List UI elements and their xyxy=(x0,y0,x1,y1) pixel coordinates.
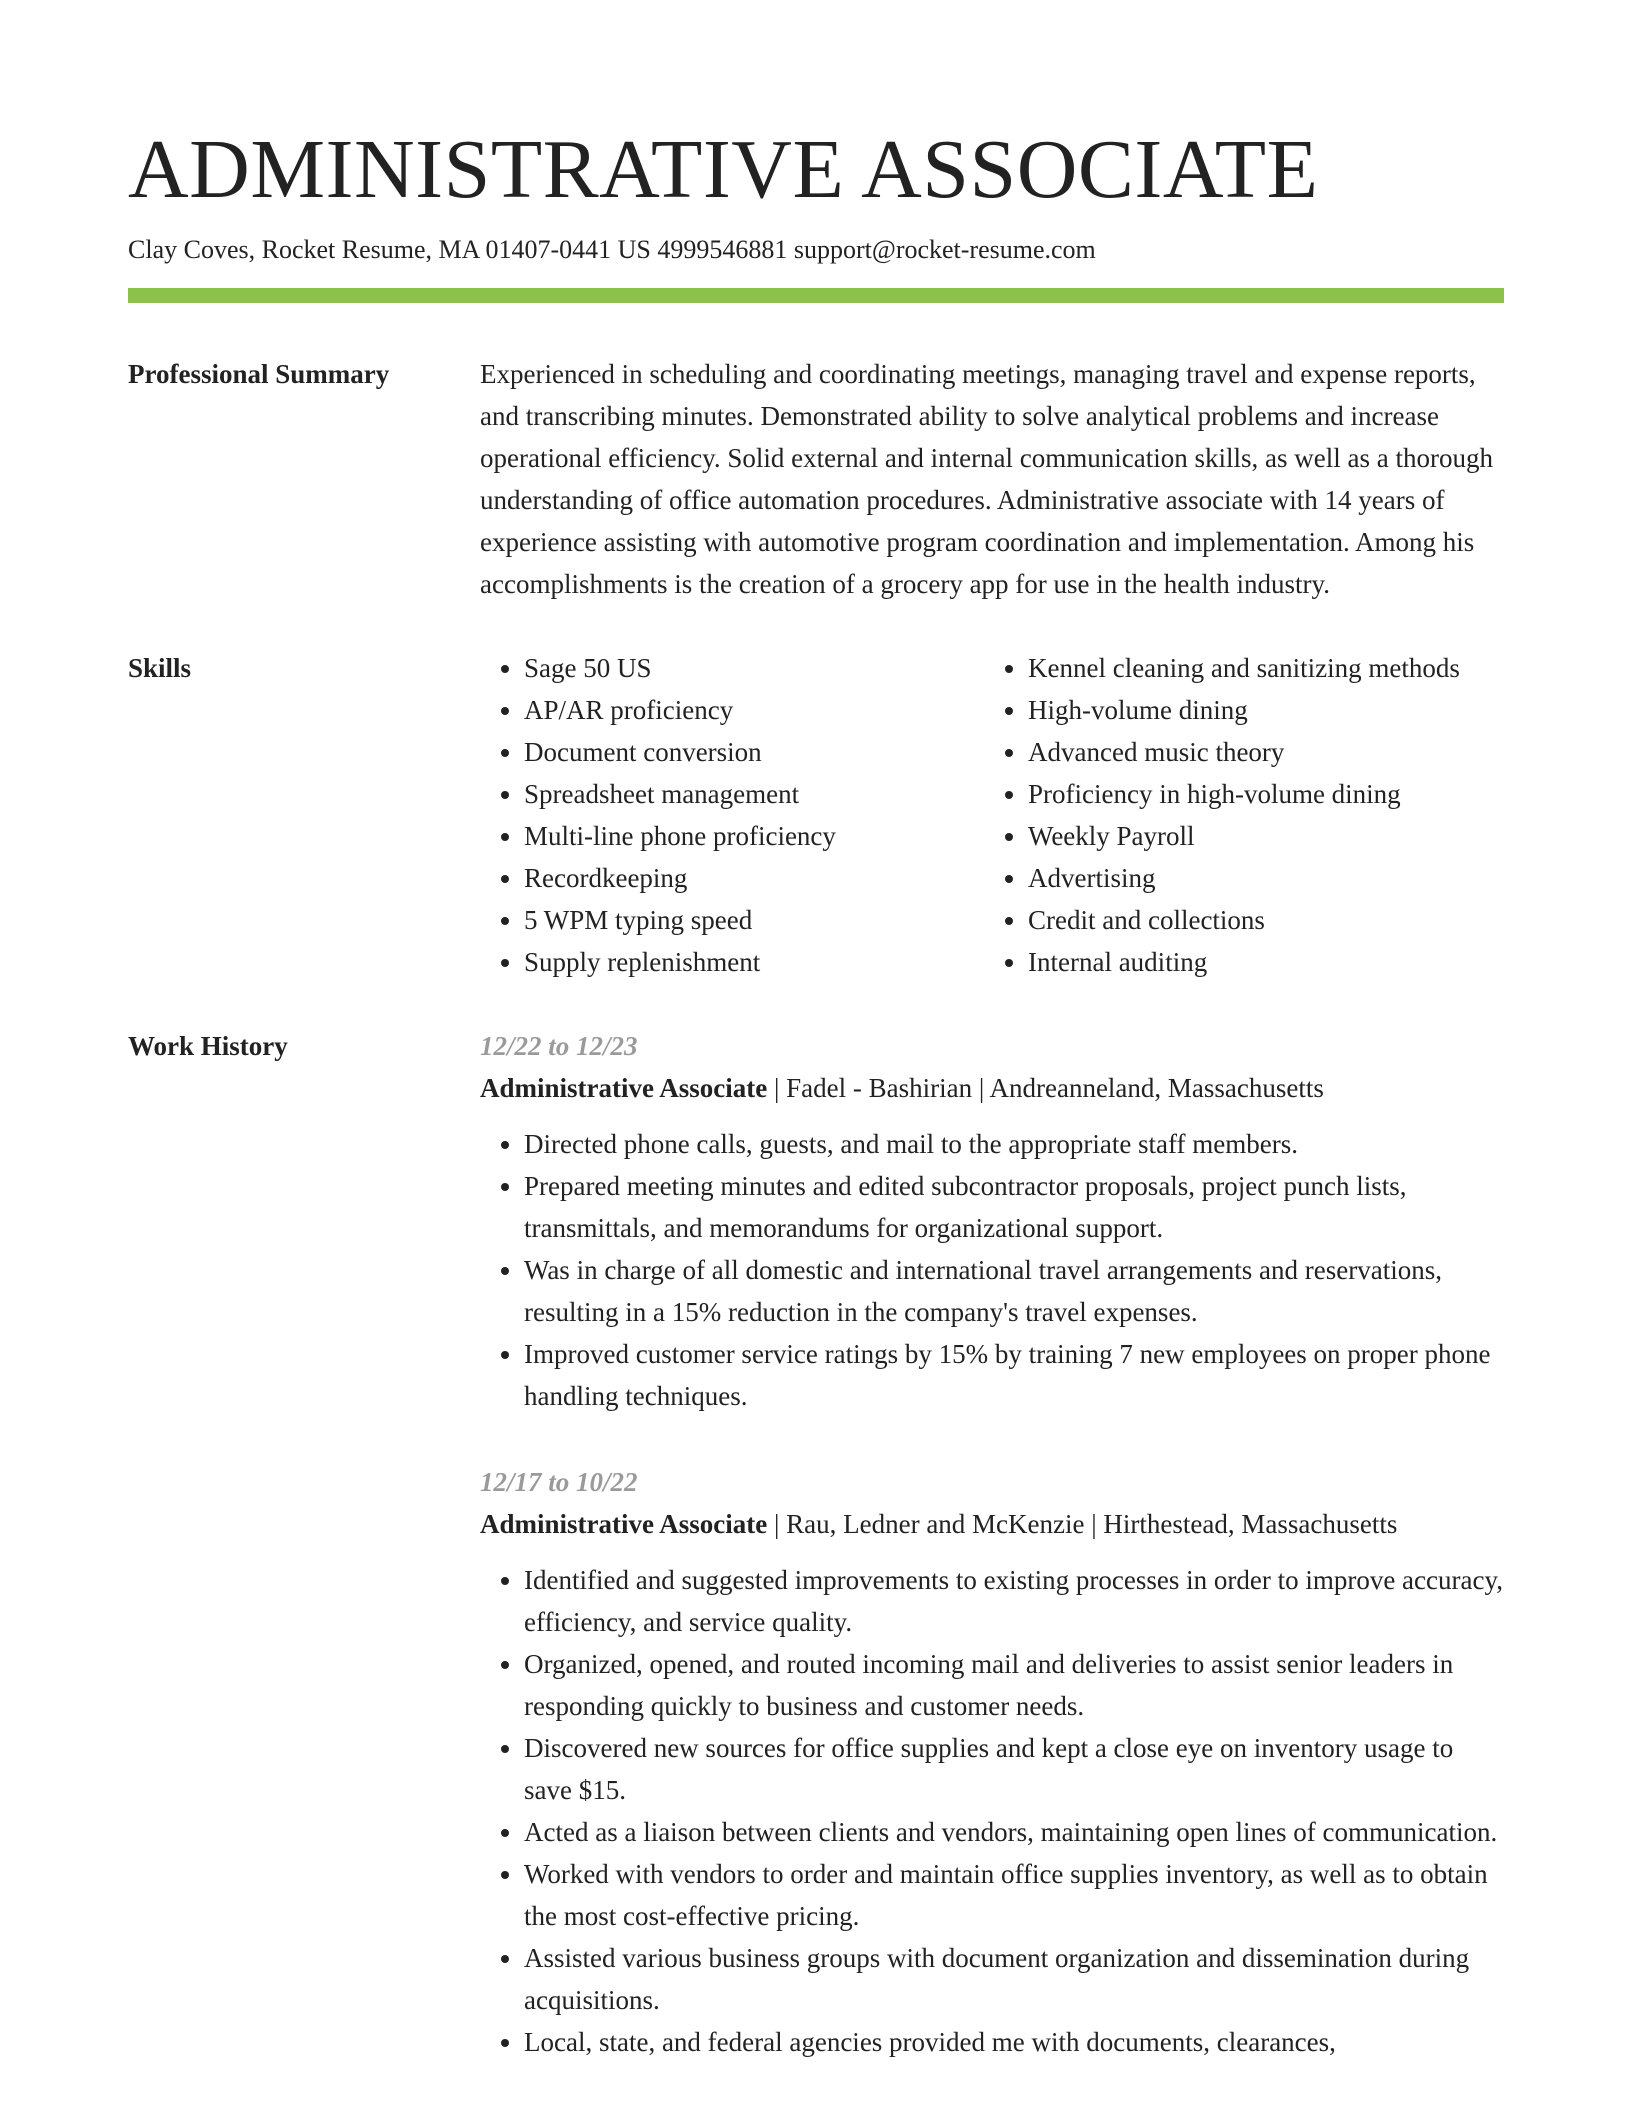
skill-item: • Credit and collections xyxy=(1028,899,1528,941)
skill-item: • Proficiency in high-volume dining xyxy=(1028,773,1528,815)
resume-title: ADMINISTRATIVE ASSOCIATE xyxy=(128,123,1319,216)
job-bullet: • Discovered new sources for office supplies and kept a close eye on inventory usage to save $15. xyxy=(524,1727,1504,1811)
skill-item: • Internal auditing xyxy=(1028,941,1528,983)
skill-item: • Document conversion xyxy=(524,731,984,773)
job-entry xyxy=(480,1025,1504,1417)
skills-heading: Skills xyxy=(128,653,192,683)
work-history-section xyxy=(128,1025,1504,2107)
job-title: Administrative Associate xyxy=(480,1509,768,1539)
skills-body xyxy=(480,647,1528,983)
job-heading xyxy=(480,1503,1504,1545)
job-bullet: • Assisted various business groups with document organization and dissemination during acquisitions. xyxy=(524,1937,1504,2021)
job-bullet: • Local, state, and federal agencies provided me with documents, clearances, xyxy=(524,2021,1504,2063)
job-employer-location: | Rau, Ledner and McKenzie | Hirthestead, Massachusetts xyxy=(767,1509,1398,1539)
summary-heading: Professional Summary xyxy=(128,359,390,389)
job-dates: 12/22 to 12/23 xyxy=(480,1031,638,1061)
skill-item: • Spreadsheet management xyxy=(524,773,984,815)
job-title: Administrative Associate xyxy=(480,1073,768,1103)
job-bullets xyxy=(480,1559,1504,2063)
skill-item: • AP/AR proficiency xyxy=(524,689,984,731)
job-employer-location: | Fadel - Bashirian | Andreanneland, Massachusetts xyxy=(767,1073,1324,1103)
skill-item: • Advertising xyxy=(1028,857,1528,899)
skill-item: • Multi-line phone proficiency xyxy=(524,815,984,857)
skill-item: • High-volume dining xyxy=(1028,689,1528,731)
skills-list-right xyxy=(984,647,1528,983)
job-entry xyxy=(480,1461,1504,2063)
summary-body xyxy=(480,353,1504,605)
job-bullet: • Worked with vendors to order and maintain office supplies inventory, as well as to obtain the most cost-effective pricing. xyxy=(524,1853,1504,1937)
resume-page xyxy=(128,0,1504,2107)
summary-section xyxy=(128,353,1504,605)
skill-item: • Kennel cleaning and sanitizing methods xyxy=(1028,647,1528,689)
skill-item: • Supply replenishment xyxy=(524,941,984,983)
summary-text: Experienced in scheduling and coordinating meetings, managing travel and expense reports, and transcribing minutes. Demonstrated ability to solve analytical problems and increase operational efficiency. Solid external and internal communication skills, as well as a thorough understanding of office automation procedures. Administrative associate with 14 years of experience assisting with automotive program coordination and implementation. Among his accomplishments is the creation of a grocery app for use in the health industry. xyxy=(480,359,1493,599)
skill-item: • Sage 50 US xyxy=(524,647,984,689)
skill-item: • 5 WPM typing speed xyxy=(524,899,984,941)
skill-item: • Weekly Payroll xyxy=(1028,815,1528,857)
job-dates: 12/17 to 10/22 xyxy=(480,1467,638,1497)
job-heading xyxy=(480,1067,1504,1109)
job-bullets xyxy=(480,1123,1504,1417)
job-bullet: • Organized, opened, and routed incoming mail and deliveries to assist senior leaders in responding quickly to business and customer needs. xyxy=(524,1643,1504,1727)
job-bullet: • Prepared meeting minutes and edited subcontractor proposals, project punch lists, transmittals, and memorandums for organizational support. xyxy=(524,1165,1504,1249)
job-bullet: • Directed phone calls, guests, and mail to the appropriate staff members. xyxy=(524,1123,1504,1165)
skills-section xyxy=(128,647,1504,983)
job-bullet: • Improved customer service ratings by 15% by training 7 new employees on proper phone handling techniques. xyxy=(524,1333,1504,1417)
skill-item: • Advanced music theory xyxy=(1028,731,1528,773)
skills-list-left xyxy=(480,647,984,983)
header-divider xyxy=(128,288,1504,303)
work-history-body xyxy=(480,1025,1504,2107)
job-bullet: • Was in charge of all domestic and international travel arrangements and reservations, resulting in a 15% reduction in the company's travel expenses. xyxy=(524,1249,1504,1333)
contact-line: Clay Coves, Rocket Resume, MA 01407-0441 US 4999546881 support@rocket-resume.com xyxy=(128,235,1096,264)
job-bullet: • Acted as a liaison between clients and vendors, maintaining open lines of communication. xyxy=(524,1811,1504,1853)
work-history-heading: Work History xyxy=(128,1031,288,1061)
skill-item: • Recordkeeping xyxy=(524,857,984,899)
job-bullet: • Identified and suggested improvements to existing processes in order to improve accuracy, efficiency, and service quality. xyxy=(524,1559,1504,1643)
